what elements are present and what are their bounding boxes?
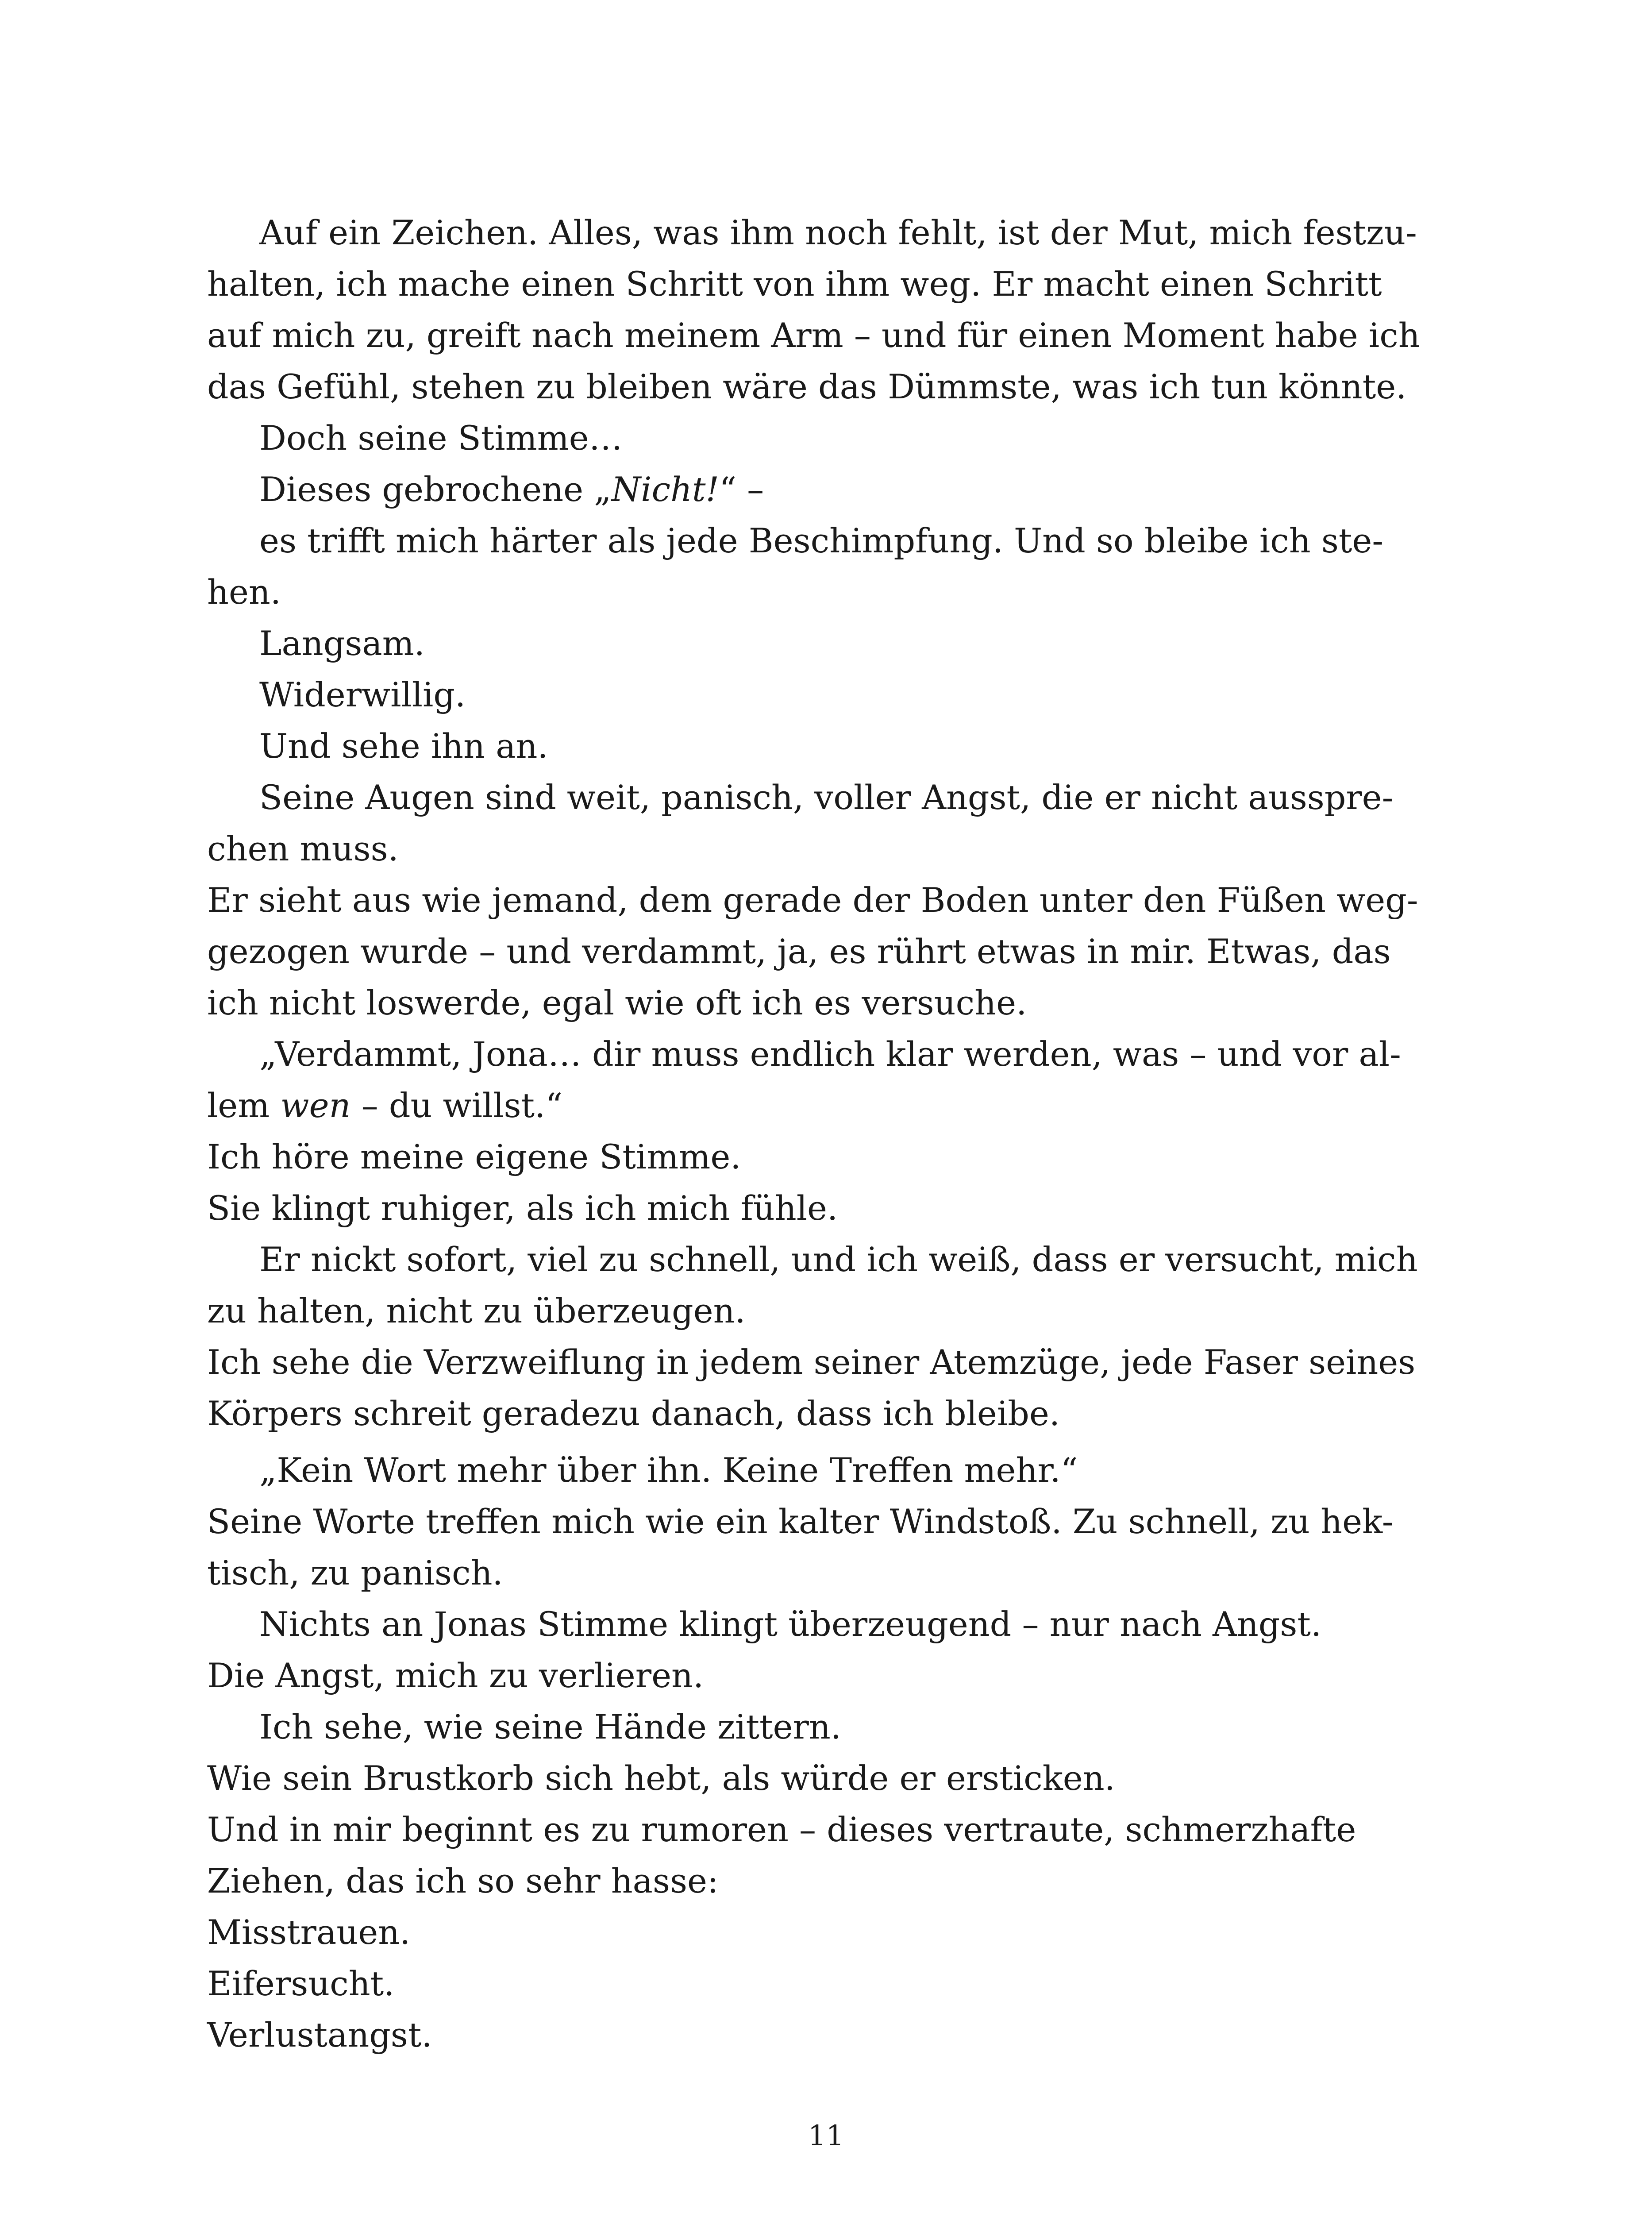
text-line: Körpers schreit geradezu danach, dass ich bleibe. [207,1394,1060,1433]
text-segment: lem [207,1086,281,1125]
text-line: Doch seine Stimme… [259,418,623,458]
text-line [207,1080,1429,1131]
text-line: „Kein Wort mehr über ihn. Keine Treffen mehr.“ [259,1450,1078,1490]
text-line: Verlustangst. [207,2015,432,2055]
italic-text: wen [280,1086,351,1125]
body-text [207,207,1429,2061]
text-line: Ziehen, das ich so sehr hasse: [207,1861,719,1901]
text-line: Er nickt sofort, viel zu schnell, und ich weiß, dass er versucht, mich [259,1240,1418,1279]
text-line: auf mich zu, greift nach meinem Arm – und für einen Moment habe ich [207,316,1420,355]
text-line: Auf ein Zeichen. Alles, was ihm noch fehlt, ist der Mut, mich festzu- [259,213,1417,252]
text-line: Er sieht aus wie jemand, dem gerade der Boden unter den Füßen weg- [207,880,1418,920]
text-segment: “ – [719,470,764,509]
text-line: Und in mir beginnt es zu rumoren – dieses vertraute, schmerzhafte [207,1810,1356,1849]
text-line: „Verdammt, Jona… dir muss endlich klar werden, was – und vor al- [259,1034,1401,1074]
text-line: gezogen wurde – und verdammt, ja, es rührt etwas in mir. Etwas, das [207,932,1391,971]
text-line: zu halten, nicht zu überzeugen. [207,1291,746,1330]
text-segment: – du willst.“ [350,1086,563,1125]
text-line: Misstrauen. [207,1912,411,1952]
text-segment: Dieses gebrochene „ [259,470,612,509]
text-line: chen muss. [207,829,399,868]
text-line: Seine Worte treffen mich wie ein kalter Windstoß. Zu schnell, zu hek- [207,1502,1394,1541]
text-line: Widerwillig. [259,675,466,714]
text-line: hen. [207,572,281,612]
text-line: Ich sehe die Verzweiflung in jedem seiner Atemzüge, jede Faser seines [207,1342,1416,1382]
text-line: Eifersucht. [207,1964,395,2003]
text-line: es trifft mich härter als jede Beschimpfung. Und so bleibe ich ste- [259,521,1384,560]
text-line: Nichts an Jonas Stimme klingt überzeugend – nur nach Angst. [259,1604,1322,1644]
text-line: Sie klingt ruhiger, als ich mich fühle. [207,1188,838,1228]
text-line: das Gefühl, stehen zu bleiben wäre das Dümmste, was ich tun könnte. [207,367,1407,406]
text-line: Und sehe ihn an. [259,726,548,766]
text-line: ich nicht loswerde, egal wie oft ich es versuche. [207,983,1027,1022]
italic-text: Nicht! [611,470,720,509]
text-line: Ich sehe, wie seine Hände zittern. [259,1707,841,1746]
text-line: halten, ich mache einen Schritt von ihm weg. Er macht einen Schritt [207,264,1382,304]
text-line: Die Angst, mich zu verlieren. [207,1656,704,1695]
text-line: Ich höre meine eigene Stimme. [207,1137,741,1176]
text-line: Langsam. [259,624,425,663]
text-line: Wie sein Brustkorb sich hebt, als würde er ersticken. [207,1758,1115,1798]
page-number: 11 [808,2120,844,2152]
text-line: Seine Augen sind weit, panisch, voller Angst, die er nicht ausspre- [259,778,1394,817]
text-line: tisch, zu panisch. [207,1553,503,1592]
text-line [207,464,1429,515]
